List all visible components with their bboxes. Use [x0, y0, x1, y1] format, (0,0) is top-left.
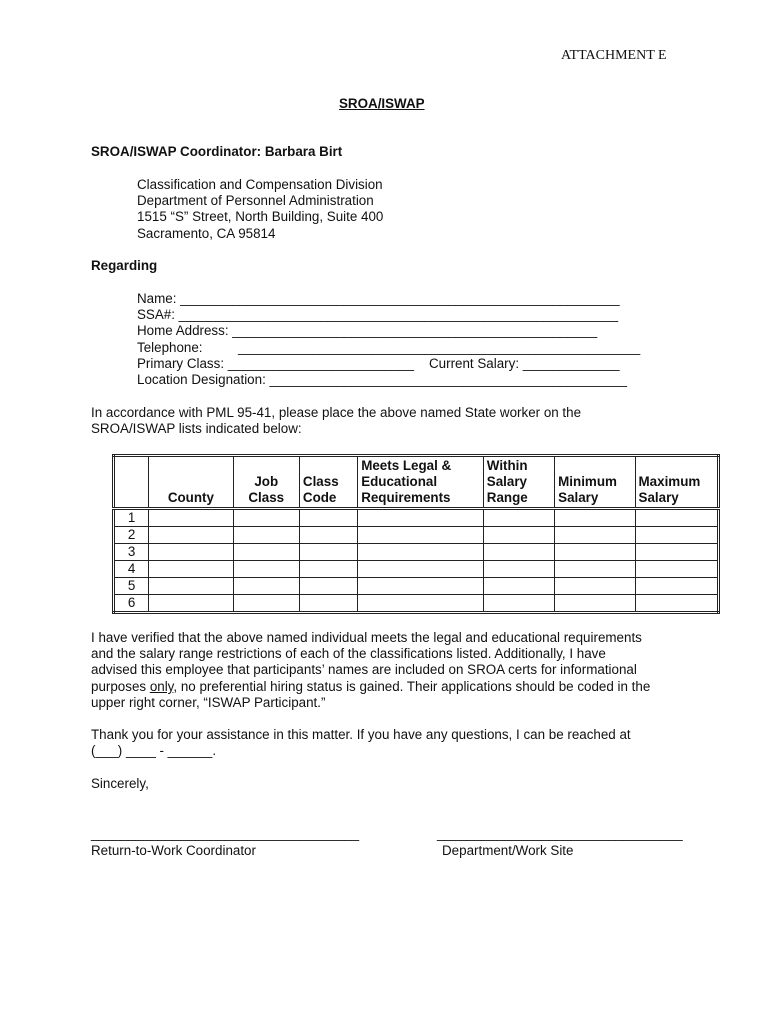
- home-address-field[interactable]: Home Address: _________________________________________________: [137, 323, 598, 338]
- signature-label-right: Department/Work Site: [442, 843, 574, 858]
- attachment-label: ATTACHMENT E: [561, 48, 667, 63]
- phone-field[interactable]: (___) ____ - ______.: [91, 743, 217, 758]
- table-row: [114, 595, 719, 613]
- intro-line-2: SROA/ISWAP lists indicated below:: [91, 421, 302, 436]
- address-line-2: Department of Personnel Administration: [137, 193, 374, 208]
- row-number: 4: [114, 561, 149, 578]
- column-header-within-salary-range: Within Salary Range: [483, 456, 554, 509]
- row-number: 1: [114, 509, 149, 527]
- row-number: 3: [114, 544, 149, 561]
- thanks-line: Thank you for your assistance in this matter. If you have any questions, I can be reached at: [91, 727, 631, 742]
- table-header-row: [114, 456, 719, 509]
- verification-line-4: purposes only, no preferential hiring status is gained. Their applications should be coded in the: [91, 679, 651, 694]
- address-line-3: 1515 “S” Street, North Building, Suite 400: [137, 209, 384, 224]
- table-row: [114, 561, 719, 578]
- verification-line-3: advised this employee that participants’ names are included on SROA certs for informational: [91, 662, 637, 677]
- row-number: 5: [114, 578, 149, 595]
- column-header-maximum-salary: Maximum Salary: [635, 456, 718, 509]
- telephone-label: Telephone:: [137, 340, 203, 355]
- sroa-lists-table: [112, 454, 720, 614]
- column-header-meets-legal: Meets Legal & Educational Requirements: [358, 456, 484, 509]
- column-header-minimum-salary: Minimum Salary: [555, 456, 635, 509]
- telephone-field[interactable]: ______________________________________________________: [238, 340, 641, 355]
- verification-line-1: I have verified that the above named individual meets the legal and educational requirements: [91, 630, 642, 645]
- primary-class-field[interactable]: Primary Class: _________________________: [137, 356, 414, 371]
- signature-line-left[interactable]: ____________________________________: [91, 826, 360, 841]
- coordinator-line: SROA/ISWAP Coordinator: Barbara Birt: [91, 144, 343, 159]
- verification-line-5: upper right corner, “ISWAP Participant.”: [91, 695, 326, 710]
- row-number: 2: [114, 527, 149, 544]
- intro-line-1: In accordance with PML 95-41, please place the above named State worker on the: [91, 405, 582, 420]
- address-line-1: Classification and Compensation Division: [137, 177, 383, 192]
- verification-line-2: and the salary range restrictions of each of the classifications listed. Additionally, I have: [91, 646, 606, 661]
- table-row: [114, 544, 719, 561]
- table-row: [114, 578, 719, 595]
- address-line-4: Sacramento, CA 95814: [137, 226, 276, 241]
- document-title: SROA/ISWAP: [339, 96, 425, 111]
- name-field[interactable]: Name: ___________________________________________________________: [137, 291, 620, 306]
- table-row: [114, 509, 719, 527]
- current-salary-field[interactable]: Current Salary: _____________: [429, 356, 620, 371]
- column-header-job-class: Job Class: [233, 456, 299, 509]
- signature-line-right[interactable]: _________________________________: [437, 826, 683, 841]
- emphasis-only: only: [149, 679, 174, 694]
- row-number: 6: [114, 595, 149, 613]
- ssa-field[interactable]: SSA#: ___________________________________________________________: [137, 307, 619, 322]
- regarding-heading: Regarding: [91, 258, 158, 273]
- closing-text: Sincerely,: [91, 776, 149, 791]
- table-row: [114, 527, 719, 544]
- column-header-class-code: Class Code: [299, 456, 357, 509]
- column-header-county: County: [149, 456, 233, 509]
- signature-label-left: Return-to-Work Coordinator: [91, 843, 256, 858]
- location-designation-field[interactable]: Location Designation: ________________________________________________: [137, 372, 627, 387]
- row-number-header: [114, 456, 149, 509]
